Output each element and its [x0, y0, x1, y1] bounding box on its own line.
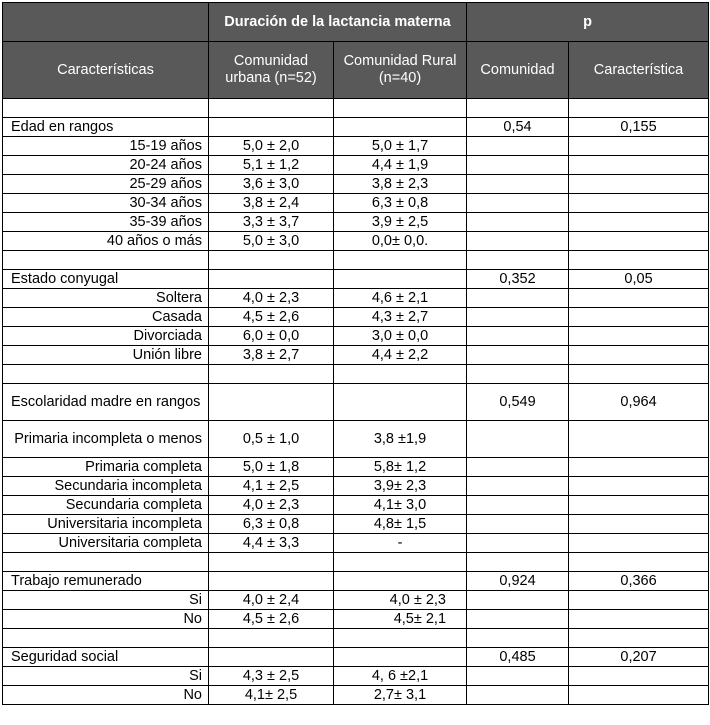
urban-value: 4,0 ± 2,3 [209, 496, 334, 515]
urban-value: 4,5 ± 2,6 [209, 610, 334, 629]
table-row [3, 667, 709, 686]
empty-cell [569, 137, 709, 156]
row-label: 15-19 años [3, 137, 209, 156]
row-label: 40 años o más [3, 232, 209, 251]
rural-value: - [334, 534, 467, 553]
empty-cell [209, 384, 334, 421]
row-label: Divorciada [3, 327, 209, 346]
empty-cell [3, 365, 209, 384]
urban-value: 4,0 ± 2,3 [209, 289, 334, 308]
row-label: 20-24 años [3, 156, 209, 175]
empty-cell [209, 553, 334, 572]
p-characteristic-value: 0,05 [569, 270, 709, 289]
rural-value: 4,6 ± 2,1 [334, 289, 467, 308]
empty-cell [569, 308, 709, 327]
spacer-row [3, 365, 709, 384]
characteristics-header: Características [3, 42, 209, 99]
table-row [3, 515, 709, 534]
row-label: Secundaria incompleta [3, 477, 209, 496]
p-characteristic-value: 0,366 [569, 572, 709, 591]
urban-value: 5,0 ± 2,0 [209, 137, 334, 156]
table-row [3, 458, 709, 477]
empty-cell [467, 610, 569, 629]
urban-value: 4,3 ± 2,5 [209, 667, 334, 686]
urban-value: 6,3 ± 0,8 [209, 515, 334, 534]
rural-value: 4,8± 1,5 [334, 515, 467, 534]
table-row [3, 175, 709, 194]
table-row [3, 477, 709, 496]
empty-cell [467, 232, 569, 251]
rural-value: 3,8 ± 2,3 [334, 175, 467, 194]
empty-cell [467, 458, 569, 477]
group-label: Edad en rangos [3, 118, 209, 137]
empty-cell [569, 194, 709, 213]
p-community-value: 0,924 [467, 572, 569, 591]
table-row [3, 591, 709, 610]
empty-cell [467, 515, 569, 534]
p-value-header: p [467, 3, 709, 42]
urban-value: 5,0 ± 3,0 [209, 232, 334, 251]
urban-value: 0,5 ± 1,0 [209, 421, 334, 458]
group-label: Estado conyugal [3, 270, 209, 289]
spacer-row [3, 99, 709, 118]
empty-cell [467, 327, 569, 346]
row-label: Primaria incompleta o menos [3, 421, 209, 458]
empty-cell [334, 553, 467, 572]
empty-cell [334, 251, 467, 270]
empty-cell [569, 629, 709, 648]
group-row [3, 270, 709, 289]
empty-cell [467, 686, 569, 705]
p-characteristic-header: Característica [569, 42, 709, 99]
empty-cell [569, 496, 709, 515]
urban-value: 4,1 ± 2,5 [209, 477, 334, 496]
empty-cell [334, 270, 467, 289]
table-row [3, 194, 709, 213]
rural-value: 4,0 ± 2,3 [334, 591, 467, 610]
empty-cell [467, 667, 569, 686]
empty-cell [467, 365, 569, 384]
group-label: Escolaridad madre en rangos [3, 384, 209, 421]
empty-cell [209, 251, 334, 270]
empty-cell [467, 213, 569, 232]
header-row-columns [3, 42, 709, 99]
spacer-row [3, 553, 709, 572]
urban-value: 3,3 ± 3,7 [209, 213, 334, 232]
empty-cell [209, 629, 334, 648]
empty-cell [334, 118, 467, 137]
empty-cell [209, 118, 334, 137]
empty-cell [467, 194, 569, 213]
table-row [3, 610, 709, 629]
rural-value: 4,5± 2,1 [334, 610, 467, 629]
row-label: Universitaria completa [3, 534, 209, 553]
empty-cell [467, 421, 569, 458]
empty-cell [569, 477, 709, 496]
urban-value: 6,0 ± 0,0 [209, 327, 334, 346]
p-community-value: 0,352 [467, 270, 569, 289]
empty-cell [569, 365, 709, 384]
urban-value: 3,8 ± 2,4 [209, 194, 334, 213]
duration-header: Duración de la lactancia materna [209, 3, 467, 42]
table-row [3, 327, 709, 346]
urban-value: 3,8 ± 2,7 [209, 346, 334, 365]
empty-cell [569, 458, 709, 477]
table-row [3, 346, 709, 365]
empty-cell [569, 686, 709, 705]
empty-cell [467, 534, 569, 553]
empty-cell [209, 99, 334, 118]
row-label: No [3, 686, 209, 705]
empty-cell [209, 270, 334, 289]
p-community-value: 0,549 [467, 384, 569, 421]
empty-cell [467, 591, 569, 610]
empty-cell [3, 553, 209, 572]
header-blank-cell [3, 3, 209, 42]
empty-cell [209, 365, 334, 384]
empty-cell [569, 175, 709, 194]
empty-cell [3, 251, 209, 270]
empty-cell [569, 156, 709, 175]
rural-value: 5,0 ± 1,7 [334, 137, 467, 156]
rural-community-header: Comunidad Rural (n=40) [334, 42, 467, 99]
spacer-row [3, 251, 709, 270]
empty-cell [334, 365, 467, 384]
p-community-value: 0,54 [467, 118, 569, 137]
table-row [3, 232, 709, 251]
row-label: Si [3, 667, 209, 686]
urban-value: 4,4 ± 3,3 [209, 534, 334, 553]
table-row [3, 534, 709, 553]
empty-cell [209, 648, 334, 667]
empty-cell [467, 289, 569, 308]
row-label: 25-29 años [3, 175, 209, 194]
empty-cell [3, 629, 209, 648]
rural-value: 4,4 ± 2,2 [334, 346, 467, 365]
empty-cell [467, 553, 569, 572]
rural-value: 3,8 ±1,9 [334, 421, 467, 458]
p-characteristic-value: 0,207 [569, 648, 709, 667]
table-row [3, 421, 709, 458]
group-row [3, 648, 709, 667]
urban-value: 4,1± 2,5 [209, 686, 334, 705]
row-label: No [3, 610, 209, 629]
spacer-row [3, 629, 709, 648]
empty-cell [334, 99, 467, 118]
empty-cell [569, 99, 709, 118]
rural-value: 0,0± 0,0. [334, 232, 467, 251]
table-row [3, 137, 709, 156]
empty-cell [209, 572, 334, 591]
row-label: Primaria completa [3, 458, 209, 477]
row-label: Si [3, 591, 209, 610]
group-row [3, 572, 709, 591]
group-row [3, 384, 709, 421]
row-label: Casada [3, 308, 209, 327]
rural-value: 4,3 ± 2,7 [334, 308, 467, 327]
empty-cell [569, 232, 709, 251]
rural-value: 4,1± 3,0 [334, 496, 467, 515]
empty-cell [569, 553, 709, 572]
empty-cell [569, 667, 709, 686]
table-body [3, 99, 709, 705]
group-label: Trabajo remunerado [3, 572, 209, 591]
empty-cell [569, 213, 709, 232]
empty-cell [569, 591, 709, 610]
rural-value: 4, 6 ±2,1 [334, 667, 467, 686]
empty-cell [3, 99, 209, 118]
empty-cell [569, 515, 709, 534]
empty-cell [334, 648, 467, 667]
header-row-top [3, 3, 709, 42]
empty-cell [467, 346, 569, 365]
empty-cell [334, 384, 467, 421]
group-row [3, 118, 709, 137]
empty-cell [569, 327, 709, 346]
table-row [3, 686, 709, 705]
rural-value: 3,9 ± 2,5 [334, 213, 467, 232]
row-label: Secundaria completa [3, 496, 209, 515]
empty-cell [467, 629, 569, 648]
rural-value: 3,0 ± 0,0 [334, 327, 467, 346]
empty-cell [569, 346, 709, 365]
p-community-header: Comunidad [467, 42, 569, 99]
row-label: 30-34 años [3, 194, 209, 213]
empty-cell [569, 289, 709, 308]
empty-cell [467, 477, 569, 496]
empty-cell [334, 572, 467, 591]
rural-value: 2,7± 3,1 [334, 686, 467, 705]
row-label: Unión libre [3, 346, 209, 365]
empty-cell [467, 156, 569, 175]
urban-value: 5,0 ± 1,8 [209, 458, 334, 477]
row-label: Universitaria incompleta [3, 515, 209, 534]
table-row [3, 289, 709, 308]
table-row [3, 308, 709, 327]
empty-cell [467, 175, 569, 194]
empty-cell [569, 421, 709, 458]
empty-cell [569, 534, 709, 553]
empty-cell [467, 496, 569, 515]
rural-value: 6,3 ± 0,8 [334, 194, 467, 213]
empty-cell [467, 251, 569, 270]
rural-value: 4,4 ± 1,9 [334, 156, 467, 175]
urban-community-header: Comunidad urbana (n=52) [209, 42, 334, 99]
empty-cell [334, 629, 467, 648]
row-label: Soltera [3, 289, 209, 308]
empty-cell [467, 137, 569, 156]
urban-value: 4,5 ± 2,6 [209, 308, 334, 327]
group-label: Seguridad social [3, 648, 209, 667]
table-row [3, 213, 709, 232]
row-label: 35-39 años [3, 213, 209, 232]
p-characteristic-value: 0,964 [569, 384, 709, 421]
p-characteristic-value: 0,155 [569, 118, 709, 137]
empty-cell [569, 610, 709, 629]
empty-cell [569, 251, 709, 270]
urban-value: 4,0 ± 2,4 [209, 591, 334, 610]
empty-cell [467, 308, 569, 327]
lactation-duration-table [2, 2, 709, 705]
empty-cell [467, 99, 569, 118]
table-row [3, 156, 709, 175]
p-community-value: 0,485 [467, 648, 569, 667]
urban-value: 3,6 ± 3,0 [209, 175, 334, 194]
urban-value: 5,1 ± 1,2 [209, 156, 334, 175]
rural-value: 3,9± 2,3 [334, 477, 467, 496]
table-row [3, 496, 709, 515]
rural-value: 5,8± 1,2 [334, 458, 467, 477]
